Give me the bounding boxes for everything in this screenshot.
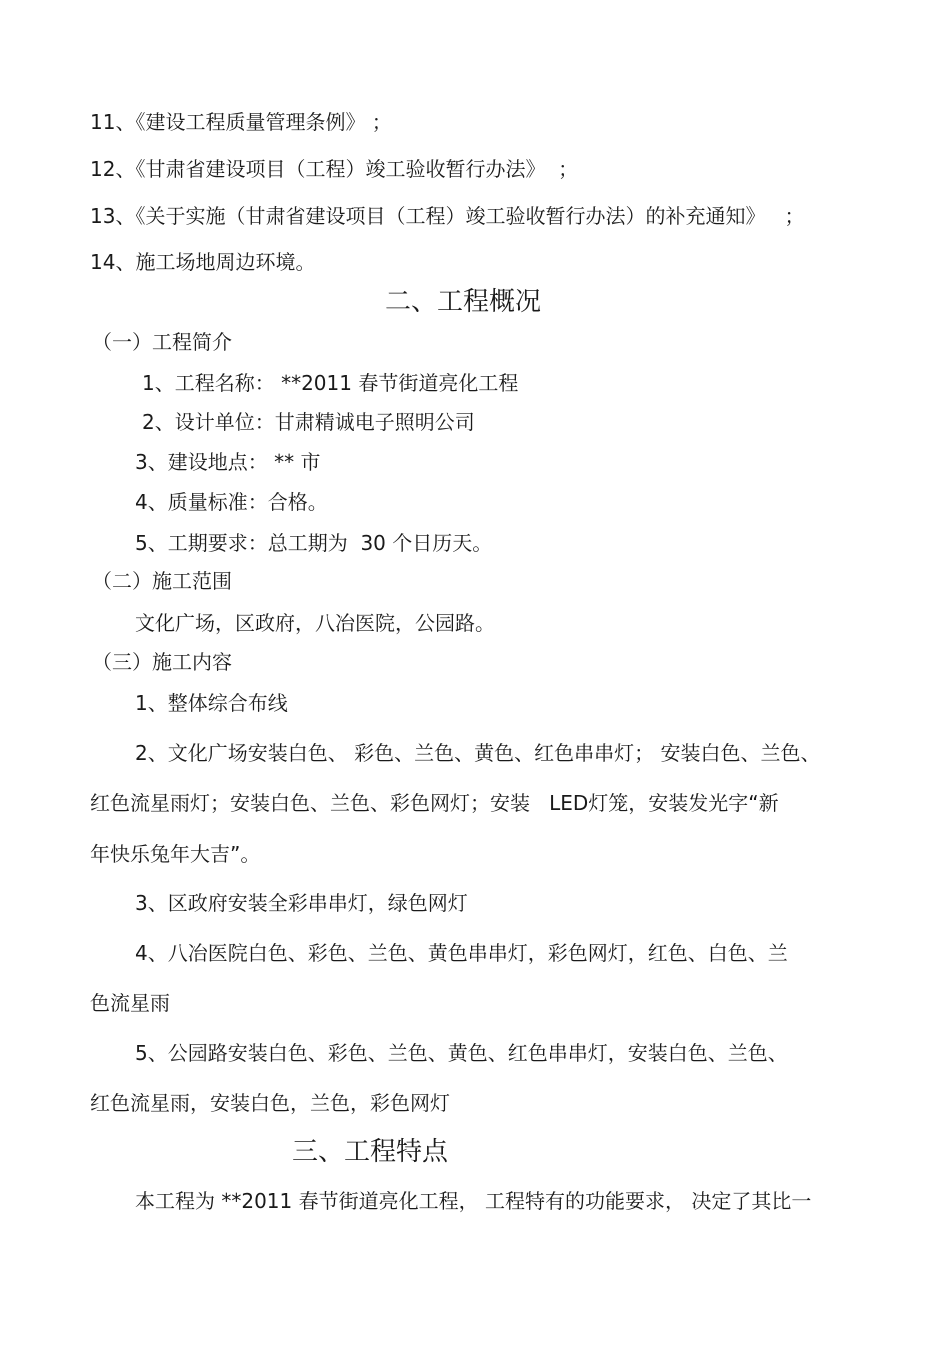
reference-item: 13、《关于实施（甘肃省建设项目（工程）竣工验收暂行办法）的补充通知》 ； bbox=[90, 204, 805, 228]
paragraph-line: 色流星雨 bbox=[90, 991, 170, 1015]
reference-item: 14、施工场地周边环境。 bbox=[90, 250, 316, 274]
paragraph: 文化广场，区政府，八冶医院，公园路。 bbox=[135, 611, 495, 635]
list-item: 3、区政府安装全彩串串灯，绿色网灯 bbox=[135, 891, 468, 915]
reference-item: 12、《甘肃省建设项目（工程）竣工验收暂行办法》 ； bbox=[90, 157, 579, 181]
list-item: 5、工期要求：总工期为 30 个日历天。 bbox=[135, 531, 493, 555]
subsection-heading: （二）施工范围 bbox=[92, 569, 232, 593]
paragraph-line: 5、公园路安装白色、彩色、兰色、黄色、红色串串灯，安装白色、兰色、 bbox=[135, 1041, 788, 1065]
section-heading: 三、工程特点 bbox=[292, 1137, 449, 1167]
section-heading: 二、工程概况 bbox=[385, 287, 542, 317]
paragraph-line: 红色流星雨，安装白色，兰色，彩色网灯 bbox=[90, 1091, 450, 1115]
subsection-heading: （三）施工内容 bbox=[92, 650, 232, 674]
list-item: 1、整体综合布线 bbox=[135, 691, 288, 715]
list-item: 1、工程名称： **2011 春节街道亮化工程 bbox=[142, 371, 519, 395]
paragraph-line: 年快乐兔年大吉”。 bbox=[90, 842, 261, 866]
paragraph-line: 本工程为 **2011 春节街道亮化工程， 工程特有的功能要求， 决定了其比一 bbox=[135, 1189, 812, 1213]
reference-item: 11、《建设工程质量管理条例》 ； bbox=[90, 110, 392, 134]
paragraph-line: 4、八冶医院白色、彩色、兰色、黄色串串灯，彩色网灯，红色、白色、兰 bbox=[135, 941, 788, 965]
paragraph-line: 红色流星雨灯；安装白色、兰色、彩色网灯；安装 LED灯笼，安装发光字“新 bbox=[90, 791, 779, 815]
list-item: 2、设计单位：甘肃精诚电子照明公司 bbox=[142, 410, 475, 434]
paragraph-line: 2、文化广场安装白色、 彩色、兰色、黄色、红色串串灯； 安装白色、兰色、 bbox=[135, 741, 821, 765]
list-item: 4、质量标准：合格。 bbox=[135, 490, 328, 514]
subsection-heading: （一）工程简介 bbox=[92, 330, 232, 354]
list-item: 3、建设地点： ** 市 bbox=[135, 450, 321, 474]
